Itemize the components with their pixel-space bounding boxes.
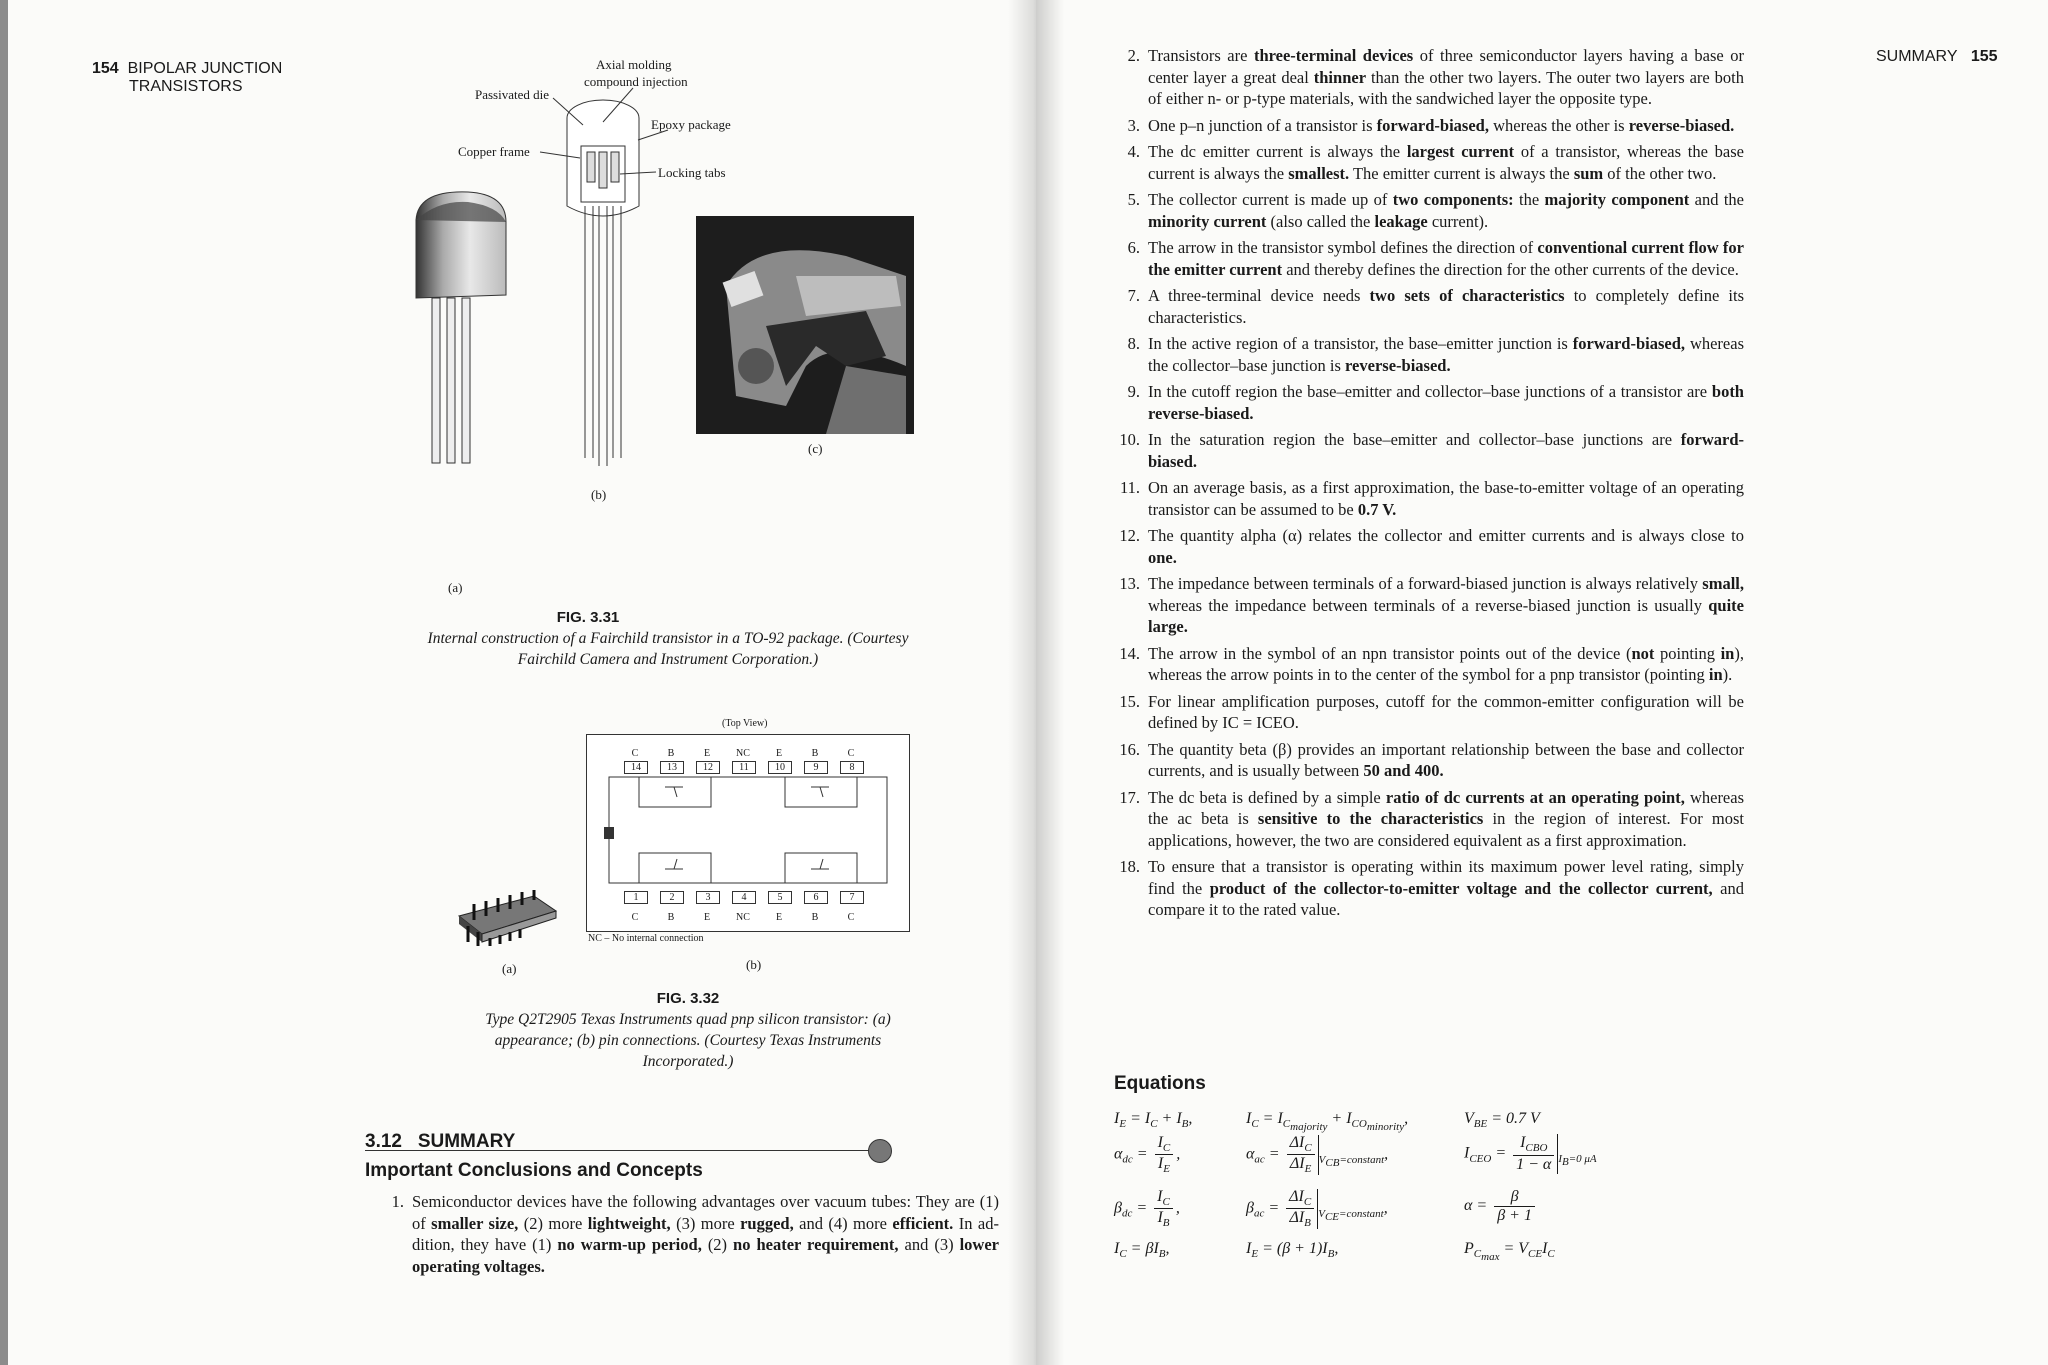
- label-a: (a): [448, 580, 463, 595]
- item-text: whereas the other is: [1488, 115, 1629, 135]
- item1-line1: Semiconductor devices have the following advantages over vacuum tubes: They are (1): [412, 1192, 999, 1211]
- item-text: the: [1513, 190, 1545, 209]
- item-text: One p–n junction of a transistor is: [1148, 115, 1377, 135]
- item-text: than the other two layers. The outer two layers are both of either n- or p-type materials, with the sandwiched layer the opposite type.: [1148, 67, 1744, 108]
- label-epoxy-package: Epoxy package: [651, 117, 731, 132]
- section-title: SUMMARY: [417, 1131, 516, 1152]
- item-bold-text: three-terminal devices: [1253, 46, 1414, 65]
- item-bold-text: quite large.: [1148, 595, 1744, 636]
- item1-bold: lightweight,: [587, 1213, 671, 1233]
- item-bold-text: forward-biased,: [1572, 334, 1686, 353]
- summary-item: [1110, 691, 1744, 734]
- item-number: 8.: [1127, 334, 1140, 353]
- item-bold-text: ratio of dc currents at an operating point,: [1385, 787, 1685, 807]
- fig332-caption: [448, 1009, 928, 1072]
- item-number: 3.: [1127, 115, 1140, 135]
- item1-bold: operating voltages.: [412, 1256, 545, 1276]
- label-passivated-die: Passivated die: [475, 87, 550, 102]
- item-number: 1.: [391, 1192, 404, 1211]
- item-text: The collector current is made up of: [1148, 190, 1393, 209]
- fig332-caption-line2: appearance; (b) pin connections. (Courtesy Texas Instruments: [494, 1032, 882, 1049]
- item1-text: In ad-: [953, 1213, 999, 1233]
- item-text: in the region of interest. For most applications, however, the two are considered equivalent as a first approximation.: [1148, 809, 1745, 850]
- pin-number: 9: [804, 761, 828, 774]
- item-text: whereas the collector–base junction is: [1148, 334, 1744, 375]
- item-bold-text: forward-biased.: [1148, 430, 1744, 471]
- item-bold-text: 0.7 V.: [1357, 499, 1397, 519]
- item-bold-text: not: [1631, 643, 1655, 663]
- header-line2: TRANSISTORS: [129, 78, 243, 95]
- item1-bold: smaller size,: [431, 1213, 519, 1233]
- fig332-title: FIG. 3.32: [656, 990, 720, 1007]
- item-number: 10.: [1119, 430, 1140, 449]
- item-text: The dc emitter current is always the: [1148, 142, 1407, 161]
- item-text: whereas the ac beta is: [1148, 787, 1745, 828]
- summary-item: [1110, 525, 1744, 568]
- item-bold-text: small,: [1702, 574, 1744, 593]
- item-text: For linear amplification purposes, cutoff for the common-emitter configuration will be defined by I: [1148, 691, 1744, 732]
- item-text: C = I: [1227, 713, 1262, 732]
- item-text: of the other two.: [1603, 163, 1717, 183]
- item-bold-text: two sets of characteristics: [1369, 286, 1565, 305]
- ic-package-drawing: [454, 876, 564, 946]
- item-text: and compare it to the rated value.: [1148, 878, 1744, 919]
- fig332-caption-line1: Type Q2T2905 Texas Instruments quad pnp silicon transistor: (a): [485, 1011, 891, 1028]
- eq-alpha-dc: $\alpha_{dc}$ = $\frac{I_C}{I_E}$ ,: [1114, 1134, 1181, 1176]
- bottom-pin-numbers: [624, 887, 864, 905]
- eq-iceo: $I_{CEO}$ = $\frac{I_{CBO}}{1 - \alpha}$ $_{I_B=0 \mu A}$: [1464, 1134, 1597, 1173]
- summary-item: [1110, 115, 1744, 137]
- item-number: 4.: [1127, 142, 1140, 161]
- pin-name: E: [775, 912, 783, 923]
- summary-item: [1110, 573, 1744, 638]
- eq-ie: $I_E = I_C + I_B$,: [1114, 1110, 1193, 1131]
- item-bold-text: one.: [1148, 547, 1177, 567]
- label-copper-frame: Copper frame: [458, 144, 530, 159]
- item1-text: (2): [701, 1235, 734, 1254]
- item1-bold: no heater requirement,: [733, 1235, 899, 1254]
- item1-bold: lower: [959, 1235, 999, 1254]
- pin-number: 1: [624, 891, 648, 904]
- summary-item: [1110, 381, 1744, 424]
- fig332-caption-line3: Incorporated.): [642, 1053, 734, 1070]
- item-bold-text: minority current: [1148, 211, 1267, 231]
- summary-item: [1110, 285, 1744, 328]
- item-bold-text: leakage: [1374, 211, 1428, 231]
- item-text: and the: [1689, 190, 1744, 209]
- item-text: On an average basis, as a first approximation, the base-to-emitter voltage of an operating transistor can be assumed to be: [1148, 478, 1744, 519]
- item-number: 16.: [1119, 739, 1140, 759]
- pin-number: 8: [840, 761, 864, 774]
- item1-bold: efficient.: [892, 1213, 954, 1233]
- item-text: ).: [1722, 665, 1733, 684]
- pin-name: E: [703, 912, 711, 923]
- item1-text: dition, they have (1): [412, 1235, 558, 1254]
- item-1: [374, 1191, 999, 1282]
- page-number-left: 154: [92, 60, 119, 77]
- label-locking-tabs: Locking tabs: [658, 165, 726, 180]
- eq-alpha-ac: $\alpha_{ac}$ = $\frac{\Delta I_C}{\Delta I_E}$ $_{V_{CB}=constant}$,: [1246, 1134, 1389, 1176]
- section-number: 3.12: [365, 1131, 402, 1152]
- label-compound-injection: compound injection: [584, 74, 688, 89]
- summary-item: [1110, 856, 1744, 921]
- die-photograph: [696, 216, 914, 434]
- summary-item: [1110, 787, 1744, 852]
- pin-name: C: [631, 912, 639, 923]
- eq-vbe: $V_{BE} = 0.7$ V: [1464, 1110, 1540, 1131]
- item-number: 11.: [1119, 478, 1140, 497]
- item-bold-text: 50 and 400.: [1363, 761, 1444, 780]
- summary-list: [1110, 45, 1744, 926]
- summary-item: [1110, 739, 1744, 782]
- item-text: Transistors are: [1148, 46, 1254, 65]
- item-bold-text: reverse-biased.: [1345, 355, 1451, 375]
- pin-number: 10: [768, 761, 792, 774]
- pin-number: 11: [732, 761, 756, 774]
- item-text: (also called the: [1266, 211, 1375, 231]
- item-text: The arrow in the symbol of an npn transistor points out of the device (: [1148, 643, 1632, 663]
- pin-name: NC: [736, 912, 750, 923]
- item-text: The emitter current is always the: [1349, 163, 1574, 183]
- pin-name: NC: [736, 748, 750, 759]
- item-text: whereas the impedance between terminals of a reverse-biased junction is usually: [1148, 595, 1709, 615]
- item-bold-text: in: [1708, 665, 1723, 684]
- pin-name: E: [775, 748, 783, 759]
- pin-number: 6: [804, 891, 828, 904]
- item-number: 15.: [1119, 691, 1140, 711]
- pin-diagram: [586, 718, 910, 932]
- item-text: and thereby defines the direction for the other currents of the device.: [1282, 259, 1739, 279]
- pin-number: 5: [768, 891, 792, 904]
- item1-bold: rugged,: [740, 1213, 794, 1233]
- item-number: 6.: [1127, 238, 1140, 257]
- section-bullet: [868, 1139, 892, 1163]
- right-page: [1036, 0, 2048, 1365]
- eq-ic-beta: $I_C = \beta I_B$,: [1114, 1240, 1170, 1261]
- item-number: 2.: [1127, 46, 1140, 65]
- running-header-right: [1876, 48, 1998, 66]
- item-bold-text: reverse-biased.: [1628, 115, 1735, 135]
- eq-beta-ac: $\beta_{ac}$ = $\frac{\Delta I_C}{\Delta I_B}$ $_{V_{CE}=constant}$,: [1246, 1188, 1388, 1230]
- summary-item: [1110, 429, 1744, 472]
- item1-text: and (3): [898, 1235, 960, 1254]
- item-text: The dc beta is defined by a simple: [1148, 787, 1386, 807]
- bottom-pin-names: [624, 907, 862, 925]
- summary-item: [1110, 643, 1744, 686]
- equations-heading: Equations: [1114, 1073, 1206, 1094]
- item-number: 12.: [1119, 526, 1140, 545]
- pin-name: B: [667, 912, 675, 923]
- pin-number: 4: [732, 891, 756, 904]
- fig331-caption: [388, 628, 948, 670]
- item-bold-text: sum: [1573, 163, 1604, 183]
- pin-number: 2: [660, 891, 684, 904]
- label-c: (c): [808, 441, 823, 456]
- section-rule: [365, 1150, 880, 1151]
- header-summary: SUMMARY: [1876, 48, 1958, 65]
- item1-text: (3) more: [670, 1213, 741, 1233]
- eq-ie-beta: $I_E = (\beta + 1)I_B$,: [1246, 1240, 1339, 1261]
- fig332-label-a: (a): [502, 961, 517, 976]
- item-bold-text: smallest.: [1288, 163, 1350, 183]
- item-text: In the cutoff region the base–emitter and collector–base junctions of a transistor are: [1148, 382, 1712, 401]
- item-number: 18.: [1119, 857, 1140, 876]
- header-line1: BIPOLAR JUNCTION: [127, 60, 283, 77]
- item-bold-text: forward-biased,: [1376, 115, 1489, 135]
- fig331-caption-line2: Fairchild Camera and Instrument Corporation.): [517, 651, 819, 668]
- item1-bold: no warm-up period,: [557, 1235, 702, 1254]
- item-text: The arrow in the transistor symbol defines the direction of: [1148, 238, 1538, 257]
- item-text: of a transistor, whereas the base current is always the: [1148, 142, 1744, 183]
- item-text: In the saturation region the base–emitter and collector–base junctions are: [1148, 430, 1681, 449]
- item-text: CEO.: [1261, 713, 1299, 732]
- eq-alpha-beta: α = $\frac{\beta}{\beta + 1}$: [1464, 1188, 1538, 1225]
- item-bold-text: sensitive to the characteristics: [1257, 809, 1484, 828]
- item-bold-text: largest current: [1406, 142, 1515, 161]
- nc-note: NC – No internal connection: [588, 933, 704, 944]
- item-bold-text: two components:: [1392, 190, 1514, 209]
- item-text: The quantity beta (β) provides an important relationship between the base and collector currents, and is usually between: [1148, 739, 1744, 780]
- pin-number: 14: [624, 761, 648, 774]
- fig331-title: FIG. 3.31: [556, 609, 620, 626]
- item-bold-text: in: [1720, 643, 1735, 663]
- pin-number: 7: [840, 891, 864, 904]
- fig332-label-b: (b): [746, 957, 762, 972]
- subsection-title: Important Conclusions and Concepts: [365, 1160, 703, 1181]
- pin-name: C: [847, 912, 855, 923]
- item-text: pointing: [1654, 643, 1721, 663]
- item-bold-text: conventional current flow for the emitter current: [1148, 238, 1744, 279]
- pin-number: 12: [696, 761, 720, 774]
- item-number: 13.: [1119, 574, 1140, 593]
- top-view-label: (Top View): [722, 718, 768, 729]
- item-text: To ensure that a transistor is operating within its maximum power level rating, simply find the: [1148, 857, 1744, 898]
- item-text: In the active region of a transistor, the base–emitter junction is: [1148, 334, 1573, 353]
- item-text: A three-terminal device needs: [1148, 286, 1370, 305]
- gutter-shadow: [1008, 0, 1036, 1365]
- summary-item: [1110, 141, 1744, 184]
- item-number: 14.: [1119, 643, 1140, 663]
- summary-item: [1110, 45, 1744, 110]
- item-number: 9.: [1127, 382, 1140, 401]
- pin-number: 3: [696, 891, 720, 904]
- item-text: of three semiconductor layers having a base or center layer a great deal: [1148, 46, 1744, 87]
- item-number: 5.: [1127, 190, 1140, 209]
- item-text: to completely define its characteristics.: [1148, 286, 1744, 327]
- pin-name: B: [667, 748, 675, 759]
- pin-name: B: [811, 912, 819, 923]
- summary-item: [1110, 333, 1744, 376]
- pin-name: C: [847, 748, 855, 759]
- item-number: 17.: [1119, 787, 1140, 807]
- item1-text: and (4) more: [793, 1213, 893, 1233]
- item-bold-text: both reverse-biased.: [1148, 382, 1744, 423]
- item-text: current).: [1427, 211, 1489, 231]
- item-text: The quantity alpha (α) relates the collector and emitter currents and is always close to: [1148, 526, 1744, 545]
- item-number: 7.: [1127, 286, 1140, 305]
- eq-ic-components: $I_C = I_{C_{majority}} + I_{CO_{minority}}$,: [1246, 1110, 1409, 1134]
- item1-text: of: [412, 1213, 432, 1233]
- gutter-shadow-right: [1036, 0, 1064, 1365]
- pin-name: E: [703, 748, 711, 759]
- item1-text: (2) more: [518, 1213, 588, 1233]
- summary-item: [1110, 477, 1744, 520]
- item-text: ), whereas the arrow points in to the center of the symbol for a pnp transistor (pointing: [1148, 643, 1744, 684]
- pin-name: B: [811, 748, 819, 759]
- eq-beta-dc: $\beta_{dc}$ = $\frac{I_C}{I_B}$ ,: [1114, 1188, 1180, 1230]
- page-number-right: 155: [1970, 48, 1998, 65]
- summary-item: [1110, 237, 1744, 280]
- item-bold-text: majority component: [1544, 190, 1690, 209]
- label-b: (b): [591, 487, 607, 502]
- summary-item: [1110, 189, 1744, 232]
- pin-number: 13: [660, 761, 684, 774]
- label-axial-molding: Axial molding: [596, 57, 672, 72]
- pin-name: C: [631, 748, 639, 759]
- fig331-caption-line1: Internal construction of a Fairchild transistor in a TO-92 package. (Courtesy: [427, 630, 909, 647]
- item-bold-text: thinner: [1313, 67, 1367, 87]
- eq-pcmax: $P_{C_{max}} = V_{CE}I_C$: [1464, 1240, 1555, 1264]
- item-bold-text: product of the collector-to-emitter voltage and the collector current,: [1209, 878, 1713, 898]
- item-text: The impedance between terminals of a forward-biased junction is always relatively: [1148, 574, 1703, 593]
